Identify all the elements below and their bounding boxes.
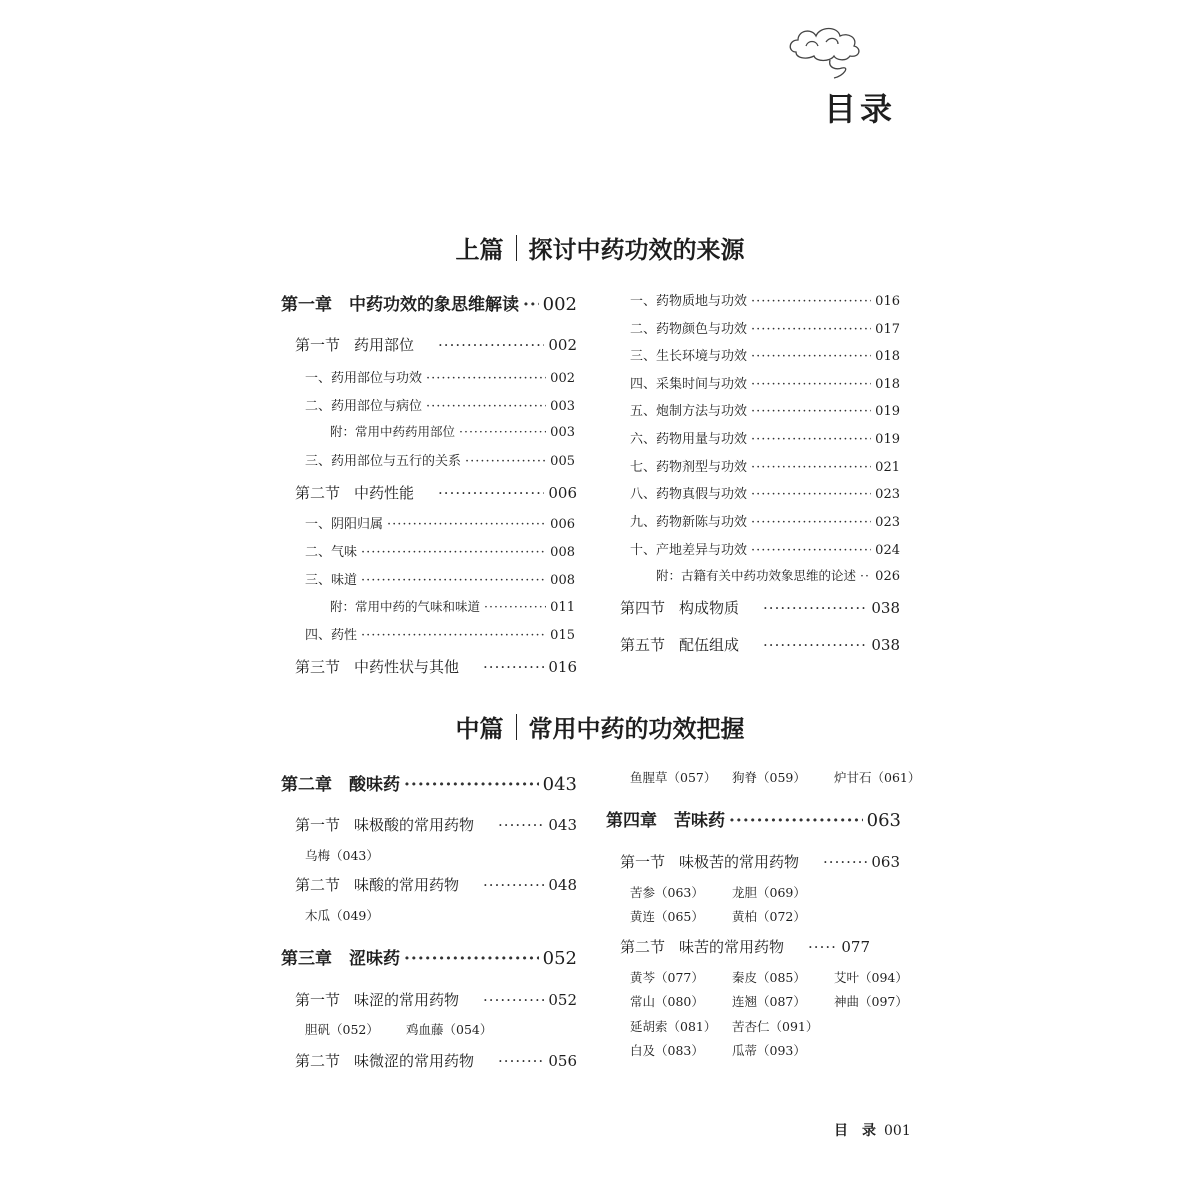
page-number: 005 bbox=[550, 454, 575, 469]
toc-subsection[interactable] bbox=[630, 511, 900, 530]
toc-section[interactable] bbox=[295, 814, 577, 835]
herb-entry[interactable]: 狗脊（059） bbox=[732, 770, 806, 785]
section-number: 第一节 bbox=[295, 336, 341, 354]
page-number: 008 bbox=[550, 545, 575, 560]
herb-entry[interactable]: 艾叶（094） bbox=[834, 970, 908, 985]
leader-dots bbox=[729, 811, 863, 831]
herb-entry[interactable]: 神曲（097） bbox=[834, 994, 908, 1009]
leader-dots bbox=[483, 991, 544, 1009]
page-number: 006 bbox=[550, 517, 575, 532]
part-separator bbox=[516, 235, 517, 261]
section-label: 味涩的常用药物 bbox=[354, 991, 460, 1009]
section-label: 配伍组成 bbox=[679, 636, 740, 654]
page-number: 023 bbox=[875, 487, 900, 502]
subsection-label: 五、炮制方法与功效 bbox=[630, 404, 748, 419]
leader-dots bbox=[483, 658, 544, 676]
page-footer bbox=[834, 1120, 911, 1140]
toc-subsection[interactable] bbox=[630, 483, 900, 502]
toc-subsection[interactable] bbox=[630, 400, 900, 419]
leader-dots bbox=[751, 294, 871, 309]
subsection-label: 三、药用部位与五行的关系 bbox=[305, 454, 462, 469]
toc-attachment[interactable] bbox=[330, 422, 575, 440]
toc-subsection[interactable] bbox=[305, 367, 575, 386]
section-label: 味极苦的常用药物 bbox=[679, 853, 800, 871]
toc-section[interactable] bbox=[295, 989, 577, 1010]
toc-subsection[interactable] bbox=[630, 456, 900, 475]
leader-dots bbox=[860, 568, 871, 583]
subsection-label: 四、药性 bbox=[305, 628, 358, 643]
herb-entry[interactable]: 龙胆（069） bbox=[732, 885, 806, 900]
toc-subsection[interactable] bbox=[630, 345, 900, 364]
page-number: 023 bbox=[875, 515, 900, 530]
page-number: 052 bbox=[542, 948, 577, 969]
leader-dots bbox=[823, 853, 867, 871]
toc-subsection[interactable] bbox=[305, 513, 575, 532]
leader-dots bbox=[404, 775, 539, 795]
leader-dots bbox=[361, 573, 546, 588]
page-number: 021 bbox=[875, 460, 900, 475]
page-number: 003 bbox=[550, 425, 575, 440]
leader-dots bbox=[751, 377, 871, 392]
page-number: 043 bbox=[548, 816, 577, 834]
leader-dots bbox=[438, 484, 544, 502]
section-number: 第二节 bbox=[295, 876, 341, 894]
toc-subsection[interactable] bbox=[630, 318, 900, 337]
toc-subsection[interactable] bbox=[305, 624, 575, 643]
page-number: 002 bbox=[548, 336, 577, 354]
leader-dots bbox=[426, 399, 546, 414]
attachment-label: 附：古籍有关中药功效象思维的论述 bbox=[656, 568, 857, 583]
herb-entry[interactable]: 延胡索（081） bbox=[630, 1019, 717, 1034]
section-label: 中药性状与其他 bbox=[354, 658, 460, 676]
section-label: 构成物质 bbox=[679, 599, 740, 617]
section-number: 第二节 bbox=[295, 484, 341, 502]
leader-dots bbox=[387, 517, 546, 532]
page-number: 063 bbox=[866, 810, 901, 831]
herb-entry[interactable]: 胆矾（052） bbox=[305, 1022, 379, 1037]
leader-dots bbox=[751, 322, 871, 337]
herb-entry[interactable]: 苦参（063） bbox=[630, 885, 704, 900]
section-number: 第一节 bbox=[295, 991, 341, 1009]
subsection-label: 六、药物用量与功效 bbox=[630, 432, 748, 447]
subsection-label: 二、气味 bbox=[305, 545, 358, 560]
page-number: 024 bbox=[875, 543, 900, 558]
leader-dots bbox=[751, 515, 871, 530]
herb-entry[interactable]: 瓜蒂（093） bbox=[732, 1043, 806, 1058]
page-number: 017 bbox=[875, 322, 900, 337]
toc-section[interactable] bbox=[620, 936, 870, 957]
herb-entry[interactable]: 鱼腥草（057） bbox=[630, 770, 717, 785]
section-label: 药用部位 bbox=[354, 336, 415, 354]
herb-entry[interactable]: 苦杏仁（091） bbox=[732, 1019, 819, 1034]
toc-subsection[interactable] bbox=[305, 395, 575, 414]
herb-entry[interactable]: 连翘（087） bbox=[732, 994, 806, 1009]
page-title: 目录 bbox=[824, 90, 897, 128]
herb-entry[interactable]: 黄连（065） bbox=[630, 909, 704, 924]
attachment-label: 附：常用中药药用部位 bbox=[330, 424, 456, 439]
section-number: 第二节 bbox=[295, 1052, 341, 1070]
section-label: 中药性能 bbox=[354, 484, 415, 502]
leader-dots bbox=[751, 432, 871, 447]
page-number: 038 bbox=[871, 636, 900, 654]
toc-chapter-4[interactable] bbox=[606, 806, 901, 831]
leader-dots bbox=[763, 599, 867, 617]
section-label: 味极酸的常用药物 bbox=[354, 816, 475, 834]
page-number: 056 bbox=[548, 1052, 577, 1070]
subsection-label: 四、采集时间与功效 bbox=[630, 377, 748, 392]
toc-attachment[interactable] bbox=[656, 566, 900, 584]
toc-section[interactable] bbox=[620, 634, 900, 655]
toc-section[interactable] bbox=[295, 334, 577, 355]
part-name: 上篇 bbox=[455, 235, 504, 264]
leader-dots bbox=[465, 454, 546, 469]
leader-dots bbox=[361, 628, 546, 643]
herb-entry[interactable]: 秦皮（085） bbox=[732, 970, 806, 985]
toc-subsection[interactable] bbox=[305, 450, 575, 469]
toc-attachment[interactable] bbox=[330, 597, 575, 615]
attachment-label: 附：常用中药的气味和味道 bbox=[330, 599, 481, 614]
footer-label: 目 录 bbox=[834, 1123, 876, 1139]
page-number: 015 bbox=[550, 628, 575, 643]
herb-entry[interactable]: 白及（083） bbox=[630, 1043, 704, 1058]
chapter-label: 第三章 涩味药 bbox=[281, 949, 400, 969]
page-number: 011 bbox=[550, 600, 575, 615]
part-separator bbox=[516, 714, 517, 740]
leader-dots bbox=[426, 371, 546, 386]
toc-section[interactable] bbox=[295, 1050, 577, 1071]
herb-entry[interactable]: 常山（080） bbox=[630, 994, 704, 1009]
toc-section[interactable] bbox=[620, 851, 900, 872]
toc-chapter-1[interactable] bbox=[281, 290, 577, 315]
chapter-label: 第二章 酸味药 bbox=[281, 775, 400, 795]
leader-dots bbox=[498, 816, 544, 834]
section-number: 第三节 bbox=[295, 658, 341, 676]
page-number: 052 bbox=[548, 991, 577, 1009]
toc-subsection[interactable] bbox=[305, 569, 575, 588]
page-number: 063 bbox=[871, 853, 900, 871]
subsection-label: 十、产地差异与功效 bbox=[630, 543, 748, 558]
page-number: 077 bbox=[841, 938, 870, 956]
subsection-label: 七、药物剂型与功效 bbox=[630, 460, 748, 475]
leader-dots bbox=[523, 295, 539, 315]
toc-section[interactable] bbox=[295, 656, 577, 677]
leader-dots bbox=[498, 1052, 544, 1070]
page-number: 016 bbox=[548, 658, 577, 676]
toc-subsection[interactable] bbox=[630, 428, 900, 447]
page-number: 003 bbox=[550, 399, 575, 414]
page-number: 018 bbox=[875, 377, 900, 392]
chapter-label: 第四章 苦味药 bbox=[606, 811, 725, 831]
section-label: 味酸的常用药物 bbox=[354, 876, 460, 894]
leader-dots bbox=[751, 404, 871, 419]
page-number: 048 bbox=[548, 876, 577, 894]
part-subtitle: 常用中药的功效把握 bbox=[528, 714, 745, 743]
part-name: 中篇 bbox=[455, 714, 504, 743]
herb-entry[interactable]: 乌梅（043） bbox=[305, 848, 379, 863]
leader-dots bbox=[763, 636, 867, 654]
leader-dots bbox=[808, 938, 837, 956]
subsection-label: 二、药物颜色与功效 bbox=[630, 322, 748, 337]
subsection-label: 三、味道 bbox=[305, 573, 358, 588]
leader-dots bbox=[459, 424, 546, 439]
toc-subsection[interactable] bbox=[630, 373, 900, 392]
page-number: 018 bbox=[875, 349, 900, 364]
toc-section[interactable] bbox=[295, 874, 577, 895]
subsection-label: 八、药物真假与功效 bbox=[630, 487, 748, 502]
toc-section[interactable] bbox=[295, 482, 577, 503]
herb-entry[interactable]: 木瓜（049） bbox=[305, 908, 379, 923]
subsection-label: 二、药用部位与病位 bbox=[305, 399, 423, 414]
section-number: 第一节 bbox=[620, 853, 666, 871]
leader-dots bbox=[361, 545, 546, 560]
toc-chapter-2[interactable] bbox=[281, 770, 577, 795]
subsection-label: 三、生长环境与功效 bbox=[630, 349, 748, 364]
section-label: 味苦的常用药物 bbox=[679, 938, 785, 956]
section-number: 第一节 bbox=[295, 816, 341, 834]
page-number: 019 bbox=[875, 404, 900, 419]
herb-entry[interactable]: 炉甘石（061） bbox=[834, 770, 921, 785]
page-number: 019 bbox=[875, 432, 900, 447]
page-number: 002 bbox=[542, 294, 577, 315]
part-subtitle: 探讨中药功效的来源 bbox=[528, 235, 745, 264]
leader-dots bbox=[751, 543, 871, 558]
page-number: 016 bbox=[875, 294, 900, 309]
leader-dots bbox=[484, 599, 546, 614]
toc-subsection[interactable] bbox=[630, 290, 900, 309]
cloud-ornament-icon bbox=[786, 22, 866, 92]
herb-entry[interactable]: 鸡血藤（054） bbox=[406, 1022, 493, 1037]
toc-chapter-3[interactable] bbox=[281, 944, 577, 969]
herb-entry[interactable]: 黄柏（072） bbox=[732, 909, 806, 924]
chapter-label: 第一章 中药功效的象思维解读 bbox=[281, 295, 519, 315]
toc-section[interactable] bbox=[620, 597, 900, 618]
leader-dots bbox=[751, 487, 871, 502]
section-label: 味微涩的常用药物 bbox=[354, 1052, 475, 1070]
page-number: 038 bbox=[871, 599, 900, 617]
herb-entry[interactable]: 黄芩（077） bbox=[630, 970, 704, 985]
section-number: 第五节 bbox=[620, 636, 666, 654]
leader-dots bbox=[751, 460, 871, 475]
toc-subsection[interactable] bbox=[305, 541, 575, 560]
leader-dots bbox=[483, 876, 544, 894]
subsection-label: 一、阴阳归属 bbox=[305, 517, 384, 532]
page-number: 006 bbox=[548, 484, 577, 502]
part-title-2 bbox=[0, 709, 1200, 744]
page-number: 008 bbox=[550, 573, 575, 588]
page-number: 043 bbox=[542, 774, 577, 795]
leader-dots bbox=[751, 349, 871, 364]
subsection-label: 一、药用部位与功效 bbox=[305, 371, 423, 386]
subsection-label: 九、药物新陈与功效 bbox=[630, 515, 748, 530]
page-number: 026 bbox=[875, 569, 900, 584]
section-number: 第四节 bbox=[620, 599, 666, 617]
subsection-label: 一、药物质地与功效 bbox=[630, 294, 748, 309]
page-number: 002 bbox=[550, 371, 575, 386]
leader-dots bbox=[438, 336, 544, 354]
footer-page-number: 001 bbox=[884, 1123, 911, 1139]
part-title-1 bbox=[0, 230, 1200, 265]
section-number: 第二节 bbox=[620, 938, 666, 956]
toc-subsection[interactable] bbox=[630, 539, 900, 558]
leader-dots bbox=[404, 949, 539, 969]
